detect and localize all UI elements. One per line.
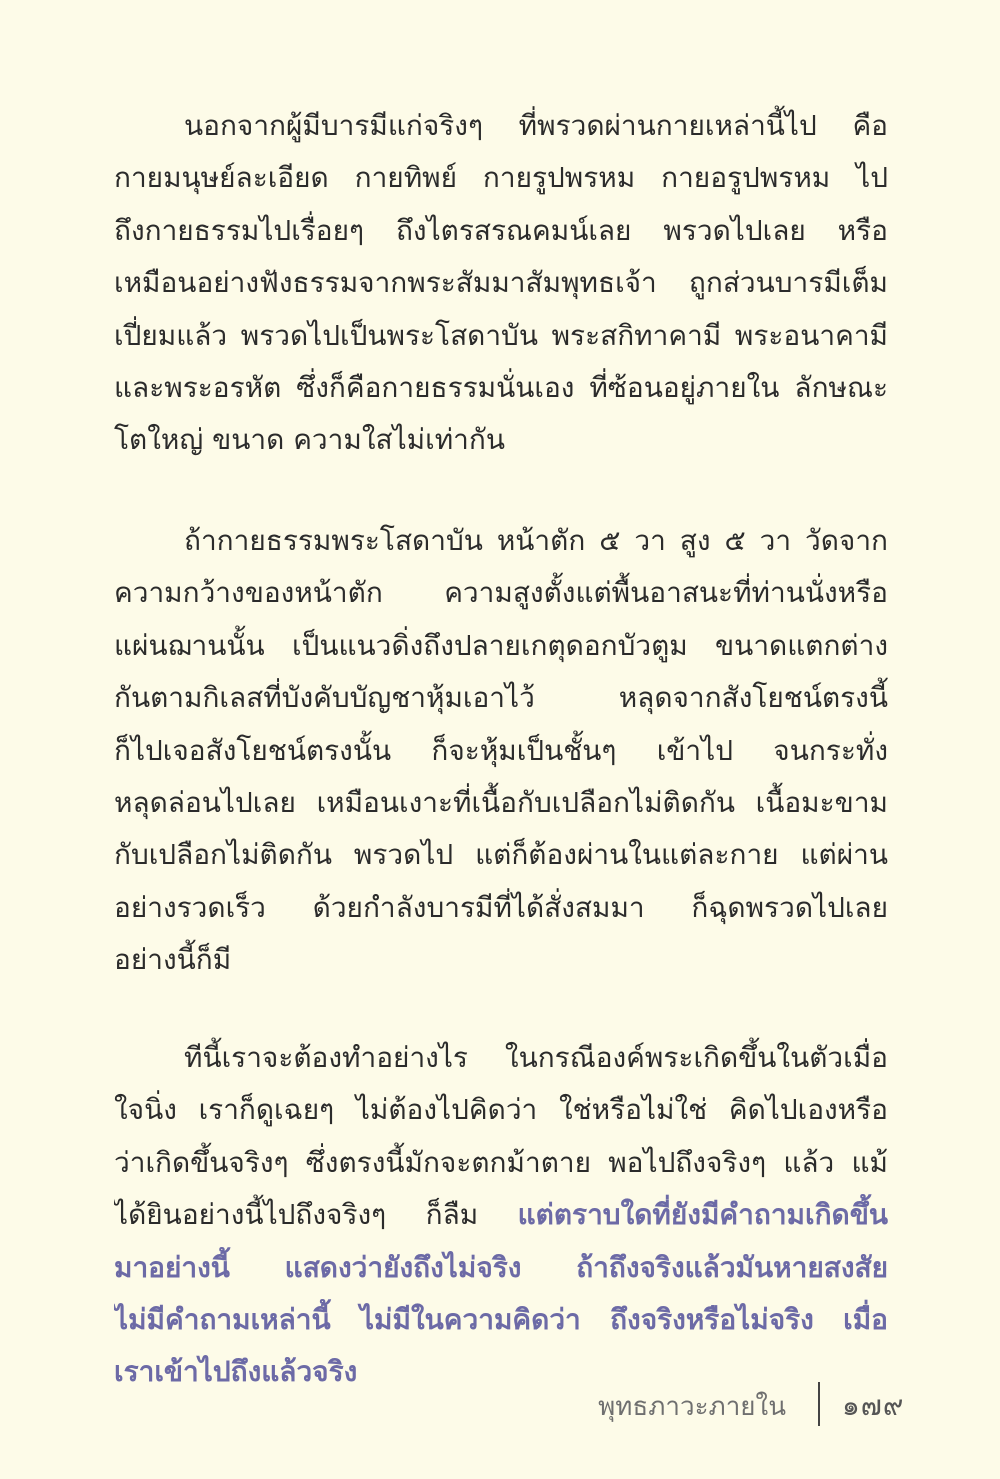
footer-divider	[818, 1382, 820, 1426]
text-line: ถ้ากายธรรมพระโสดาบัน หน้าตัก ๕ วา สูง ๕ วา วัดจาก	[184, 524, 888, 557]
text-line: อย่างนี้ก็มี	[114, 943, 232, 977]
text-line: ทีนี้เราจะต้องทำอย่างไร ในกรณีองค์พระเกิดขึ้นในตัวเมื่อ	[184, 1041, 888, 1074]
text-line: ใจนิ่ง เราก็ดูเฉยๆ ไม่ต้องไปคิดว่า ใช่หรือไม่ใช่ คิดไปเองหรือ	[114, 1093, 888, 1127]
text-line: กายมนุษย์ละเอียด กายทิพย์ กายรูปพรหม กายอรูปพรหม ไป	[114, 161, 888, 195]
text-line: อย่างรวดเร็ว ด้วยกำลังบารมีที่ได้สั่งสมมา ก็ฉุดพรวดไปเลย	[114, 890, 888, 924]
highlighted-line: ไม่มีคำถามเหล่านี้ ไม่มีในความคิดว่า ถึงจริงหรือไม่จริง เมื่อ	[114, 1303, 888, 1337]
page-number: ๑๗๙	[842, 1389, 905, 1422]
highlighted-line: เราเข้าไปถึงแล้วจริง	[114, 1355, 358, 1389]
text-line: ก็ไปเจอสังโยชน์ตรงนั้น ก็จะหุ้มเป็นชั้นๆ เข้าไป จนกระทั่ง	[114, 733, 888, 767]
text-line: เหมือนอย่างฟังธรรมจากพระสัมมาสัมพุทธเจ้า ถูกส่วนบารมีเต็ม	[114, 266, 888, 300]
text-line: นอกจากผู้มีบารมีแก่จริงๆ ที่พรวดผ่านกายเหล่านี้ไป คือ	[184, 109, 888, 142]
text-line: กับเปลือกไม่ติดกัน พรวดไป แต่ก็ต้องผ่านในแต่ละกาย แต่ผ่าน	[114, 838, 888, 872]
paragraph-2	[114, 515, 888, 986]
text-line: กันตามกิเลสที่บังคับบัญชาหุ้มเอาไว้ หลุดจากสังโยชน์ตรงนี้	[114, 681, 888, 715]
text-line: และพระอรหัต ซึ่งก็คือกายธรรมนั่นเอง ที่ซ้อนอยู่ภายใน ลักษณะ	[114, 371, 888, 405]
highlighted-line: มาอย่างนี้ แสดงว่ายังถึงไม่จริง ถ้าถึงจริงแล้วมันหายสงสัย	[114, 1250, 888, 1284]
text-line: เปี่ยมแล้ว พรวดไปเป็นพระโสดาบัน พระสกิทาคามี พระอนาคามี	[114, 318, 888, 352]
book-title: พุทธภาวะภายใน	[598, 1392, 786, 1422]
text-line: โตใหญ่ ขนาด ความใสไม่เท่ากัน	[114, 423, 505, 457]
text-line: แผ่นฌานนั้น เป็นแนวดิ่งถึงปลายเกตุดอกบัวตูม ขนาดแตกต่าง	[114, 628, 888, 662]
text-line: ถึงกายธรรมไปเรื่อยๆ ถึงไตรสรณคมน์เลย พรวดไปเลย หรือ	[114, 213, 888, 247]
page-content	[114, 100, 888, 1399]
text-line-mixed	[114, 1189, 888, 1241]
text-line: ว่าเกิดขึ้นจริงๆ ซึ่งตรงนี้มักจะตกม้าตาย พอไปถึงจริงๆ แล้ว แม้	[114, 1145, 888, 1179]
text-line: ความกว้างของหน้าตัก ความสูงตั้งแต่พื้นอาสนะที่ท่านนั่งหรือ	[114, 576, 888, 610]
paragraph-1	[114, 100, 888, 467]
highlighted-text: แต่ตราบใดที่ยังมีคำถามเกิดขึ้น	[517, 1198, 888, 1232]
text-line: หลุดล่อนไปเลย เหมือนเงาะที่เนื้อกับเปลือกไม่ติดกัน เนื้อมะขาม	[114, 786, 888, 820]
plain-text: ได้ยินอย่างนี้ไปถึงจริงๆ ก็ลืม	[114, 1198, 518, 1232]
page-footer	[0, 1382, 1000, 1426]
paragraph-3	[114, 1032, 888, 1399]
